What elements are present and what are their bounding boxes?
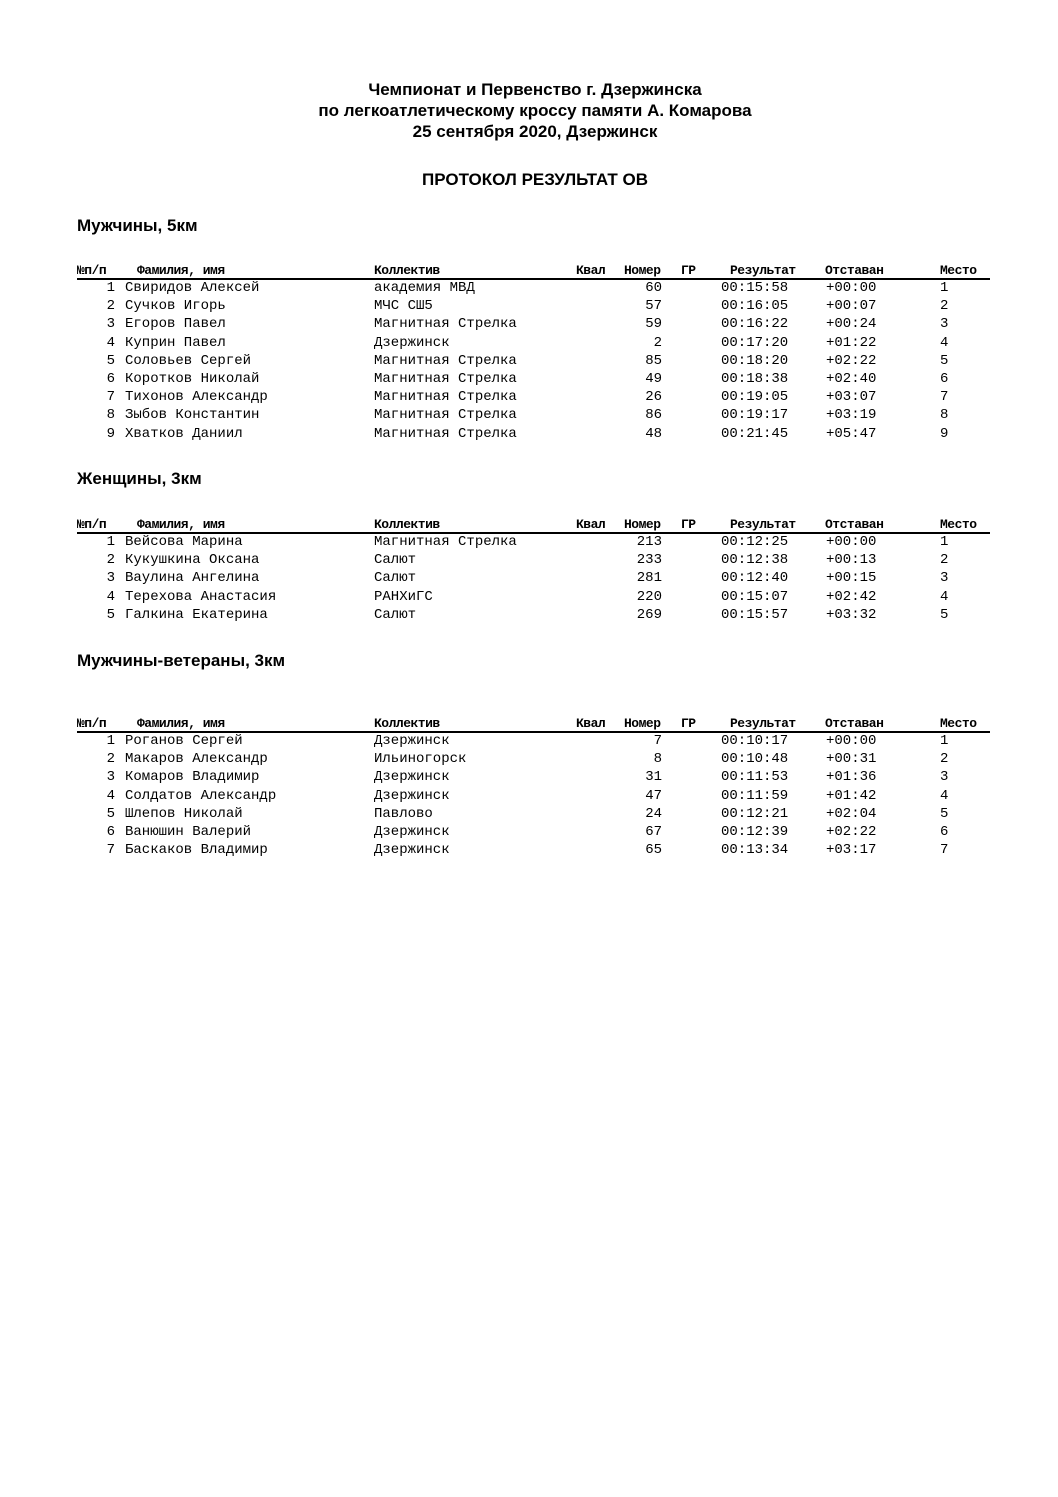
athlete-name: Коротков Николай (125, 370, 260, 387)
col-header-name: Фамилия, имя (137, 716, 225, 731)
time-gap: +01:36 (826, 769, 877, 786)
col-header-gap: Отставан (825, 263, 884, 278)
results-table (77, 517, 990, 625)
result-time: 00:18:20 (721, 352, 789, 369)
place: 8 (940, 407, 949, 424)
row-number: 4 (106, 787, 115, 804)
team-name: Магнитная Стрелка (374, 389, 517, 406)
team-name: Павлово (374, 805, 433, 822)
team-name: Дзержинск (374, 733, 450, 749)
bib-number: 220 (636, 588, 662, 605)
place: 4 (940, 588, 949, 605)
athlete-name: Комаров Владимир (125, 769, 260, 786)
col-header-result: Результат (730, 263, 796, 278)
table-row (77, 570, 990, 588)
header-line-1: Чемпионат и Первенство г. Дзержинска (368, 80, 702, 99)
results-table (77, 263, 990, 444)
bib-number: 213 (636, 534, 662, 550)
athlete-name: Ваулина Ангелина (125, 570, 260, 587)
time-gap: +03:32 (826, 606, 877, 623)
result-time: 00:12:25 (721, 534, 789, 550)
athlete-name: Вейсова Марина (125, 534, 243, 550)
table-row (77, 316, 990, 334)
athlete-name: Сучков Игорь (125, 298, 226, 315)
athlete-name: Ванюшин Валерий (125, 823, 252, 840)
result-time: 00:13:34 (721, 842, 789, 859)
time-gap: +00:00 (826, 733, 877, 749)
place: 1 (940, 733, 949, 749)
team-name: Дзержинск (374, 334, 450, 351)
time-gap: +00:00 (826, 534, 877, 550)
row-number: 8 (106, 407, 115, 424)
team-name: Магнитная Стрелка (374, 352, 517, 369)
row-number: 1 (106, 733, 115, 749)
protocol-title: ПРОТОКОЛ РЕЗУЛЬТАТ ОВ (422, 170, 648, 189)
bib-number: 7 (653, 733, 662, 749)
row-number: 7 (106, 389, 115, 406)
place: 7 (940, 389, 949, 406)
athlete-name: Свиридов Алексей (125, 280, 260, 296)
row-number: 2 (106, 552, 115, 569)
result-time: 00:17:20 (721, 334, 789, 351)
athlete-name: Солдатов Александр (125, 787, 277, 804)
table-row (77, 842, 990, 860)
team-name: РАНХиГС (374, 588, 433, 605)
table-row (77, 769, 990, 787)
time-gap: +03:07 (826, 389, 877, 406)
bib-number: 60 (645, 280, 662, 296)
table-row (77, 534, 990, 552)
col-header-gap: Отставан (825, 716, 884, 731)
bib-number: 8 (653, 751, 662, 768)
place: 4 (940, 787, 949, 804)
time-gap: +00:15 (826, 570, 877, 587)
table-row (77, 371, 990, 389)
col-header-name: Фамилия, имя (137, 517, 225, 532)
table-row (77, 353, 990, 371)
place: 4 (940, 334, 949, 351)
time-gap: +02:40 (826, 370, 877, 387)
team-name: Дзержинск (374, 842, 450, 859)
table-header-row (77, 716, 990, 732)
bib-number: 24 (645, 805, 662, 822)
col-header-bib: Номер (624, 263, 661, 278)
result-time: 00:16:05 (721, 298, 789, 315)
athlete-name: Тихонов Александр (125, 389, 268, 406)
row-number: 3 (106, 316, 115, 333)
time-gap: +01:42 (826, 787, 877, 804)
result-time: 00:12:38 (721, 552, 789, 569)
place: 3 (940, 316, 949, 333)
place: 1 (940, 534, 949, 550)
row-number: 2 (106, 298, 115, 315)
time-gap: +05:47 (826, 425, 877, 442)
place: 2 (940, 552, 949, 569)
athlete-name: Терехова Анастасия (125, 588, 277, 605)
place: 6 (940, 370, 949, 387)
row-number: 6 (106, 370, 115, 387)
col-header-result: Результат (730, 716, 796, 731)
bib-number: 65 (645, 842, 662, 859)
result-time: 00:15:58 (721, 280, 789, 296)
bib-number: 31 (645, 769, 662, 786)
bib-number: 59 (645, 316, 662, 333)
team-name: МЧС СШ5 (374, 298, 433, 315)
col-header-qual: Квал (576, 517, 606, 532)
table-row (77, 552, 990, 570)
table-row (77, 607, 990, 625)
athlete-name: Галкина Екатерина (125, 606, 268, 623)
time-gap: +00:31 (826, 751, 877, 768)
table-row (77, 806, 990, 824)
team-name: Ильиногорск (374, 751, 467, 768)
bib-number: 269 (636, 606, 662, 623)
time-gap: +00:00 (826, 280, 877, 296)
time-gap: +02:04 (826, 805, 877, 822)
header-line-2: по легкоатлетическому кроссу памяти А. Комарова (318, 101, 752, 120)
place: 5 (940, 352, 949, 369)
athlete-name: Егоров Павел (125, 316, 226, 333)
time-gap: +02:42 (826, 588, 877, 605)
row-number: 3 (106, 570, 115, 587)
athlete-name: Куприн Павел (125, 334, 226, 351)
bib-number: 86 (645, 407, 662, 424)
col-header-result: Результат (730, 517, 796, 532)
table-row (77, 788, 990, 806)
results-table (77, 716, 990, 860)
row-number: 6 (106, 823, 115, 840)
team-name: Дзержинск (374, 787, 450, 804)
bib-number: 26 (645, 389, 662, 406)
row-number: 5 (106, 805, 115, 822)
time-gap: +00:24 (826, 316, 877, 333)
athlete-name: Хватков Даниил (125, 425, 243, 442)
row-number: 4 (106, 334, 115, 351)
col-header-yob: ГР (681, 716, 696, 731)
bib-number: 281 (636, 570, 662, 587)
athlete-name: Шлепов Николай (125, 805, 243, 822)
place: 3 (940, 769, 949, 786)
place: 3 (940, 570, 949, 587)
col-header-qual: Квал (576, 716, 606, 731)
table-header-row (77, 263, 990, 279)
result-time: 00:11:59 (721, 787, 789, 804)
time-gap: +03:19 (826, 407, 877, 424)
team-name: Дзержинск (374, 769, 450, 786)
place: 2 (940, 751, 949, 768)
col-header-gap: Отставан (825, 517, 884, 532)
athlete-name: Зыбов Константин (125, 407, 260, 424)
table-row (77, 733, 990, 751)
team-name: Магнитная Стрелка (374, 407, 517, 424)
table-row (77, 298, 990, 316)
athlete-name: Соловьев Сергей (125, 352, 252, 369)
result-time: 00:12:39 (721, 823, 789, 840)
result-time: 00:18:38 (721, 370, 789, 387)
col-header-place: Место (940, 716, 977, 731)
table-row (77, 824, 990, 842)
result-time: 00:19:05 (721, 389, 789, 406)
team-name: Салют (374, 552, 417, 569)
time-gap: +01:22 (826, 334, 877, 351)
place: 2 (940, 298, 949, 315)
bib-number: 67 (645, 823, 662, 840)
bib-number: 48 (645, 425, 662, 442)
team-name: Салют (374, 570, 417, 587)
col-header-team: Коллектив (374, 716, 440, 731)
team-name: Магнитная Стрелка (374, 425, 517, 442)
athlete-name: Роганов Сергей (125, 733, 243, 749)
col-header-name: Фамилия, имя (137, 263, 225, 278)
col-header-place: Место (940, 517, 977, 532)
time-gap: +03:17 (826, 842, 877, 859)
row-number: 1 (106, 534, 115, 550)
table-row (77, 335, 990, 353)
athlete-name: Кукушкина Оксана (125, 552, 260, 569)
col-header-place: Место (940, 263, 977, 278)
col-header-yob: ГР (681, 517, 696, 532)
bib-number: 49 (645, 370, 662, 387)
place: 5 (940, 805, 949, 822)
row-number: 5 (106, 606, 115, 623)
team-name: Салют (374, 606, 417, 623)
result-time: 00:11:53 (721, 769, 789, 786)
place: 5 (940, 606, 949, 623)
result-time: 00:12:21 (721, 805, 789, 822)
col-header-qual: Квал (576, 263, 606, 278)
result-time: 00:19:17 (721, 407, 789, 424)
bib-number: 47 (645, 787, 662, 804)
row-number: 1 (106, 280, 115, 296)
table-row (77, 389, 990, 407)
place: 9 (940, 425, 949, 442)
time-gap: +00:07 (826, 298, 877, 315)
team-name: Магнитная Стрелка (374, 534, 517, 550)
section-title: Мужчины-ветераны, 3км (77, 651, 286, 670)
time-gap: +02:22 (826, 352, 877, 369)
athlete-name: Макаров Александр (125, 751, 268, 768)
col-header-num: №п/п (77, 517, 107, 532)
row-number: 9 (106, 425, 115, 442)
result-time: 00:21:45 (721, 425, 789, 442)
bib-number: 85 (645, 352, 662, 369)
team-name: академия МВД (374, 280, 475, 296)
col-header-num: №п/п (77, 263, 107, 278)
row-number: 2 (106, 751, 115, 768)
section-title: Мужчины, 5км (77, 216, 198, 235)
row-number: 3 (106, 769, 115, 786)
col-header-team: Коллектив (374, 517, 440, 532)
table-header-row (77, 517, 990, 533)
row-number: 4 (106, 588, 115, 605)
time-gap: +02:22 (826, 823, 877, 840)
table-row (77, 751, 990, 769)
col-header-yob: ГР (681, 263, 696, 278)
row-number: 5 (106, 352, 115, 369)
col-header-bib: Номер (624, 517, 661, 532)
place: 7 (940, 842, 949, 859)
table-row (77, 589, 990, 607)
result-time: 00:15:57 (721, 606, 789, 623)
col-header-num: №п/п (77, 716, 107, 731)
result-time: 00:12:40 (721, 570, 789, 587)
document-header (0, 79, 1058, 142)
time-gap: +00:13 (826, 552, 877, 569)
place: 6 (940, 823, 949, 840)
bib-number: 2 (653, 334, 662, 351)
result-time: 00:15:07 (721, 588, 789, 605)
header-line-3: 25 сентября 2020, Дзержинск (412, 122, 658, 141)
result-time: 00:10:48 (721, 751, 789, 768)
table-row (77, 280, 990, 298)
row-number: 7 (106, 842, 115, 859)
place: 1 (940, 280, 949, 296)
section-title: Женщины, 3км (77, 469, 202, 488)
team-name: Магнитная Стрелка (374, 370, 517, 387)
result-time: 00:10:17 (721, 733, 789, 749)
bib-number: 233 (636, 552, 662, 569)
team-name: Магнитная Стрелка (374, 316, 517, 333)
athlete-name: Баскаков Владимир (125, 842, 268, 859)
team-name: Дзержинск (374, 823, 450, 840)
col-header-bib: Номер (624, 716, 661, 731)
result-time: 00:16:22 (721, 316, 789, 333)
table-row (77, 426, 990, 444)
table-row (77, 407, 990, 425)
col-header-team: Коллектив (374, 263, 440, 278)
bib-number: 57 (645, 298, 662, 315)
